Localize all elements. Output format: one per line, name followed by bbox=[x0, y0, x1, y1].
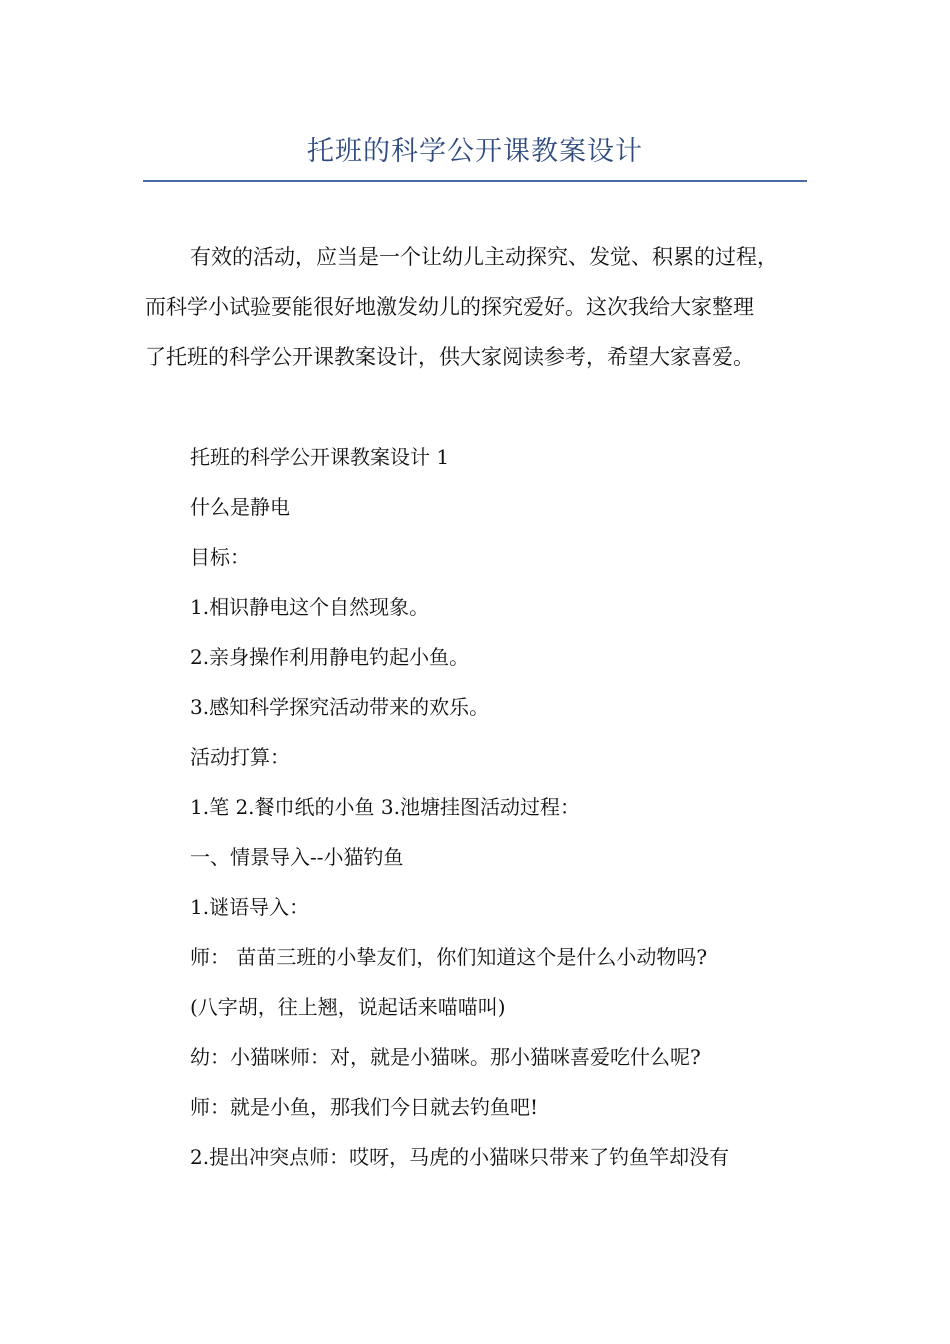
text-line: 一、情景导入--小猫钓鱼 bbox=[190, 845, 404, 869]
text-line: 1.谜语导入： bbox=[190, 895, 310, 919]
intro-line: 有效的活动，应当是一个让幼儿主动探究、发觉、积累的过程， bbox=[190, 245, 778, 269]
text-line: 1.笔 2.餐巾纸的小鱼 3.池塘挂图活动过程： bbox=[190, 795, 580, 819]
intro-line: 了托班的科学公开课教案设计，供大家阅读参考，希望大家喜爱。 bbox=[145, 345, 754, 369]
text-line: 幼：小猫咪师：对，就是小猫咪。那小猫咪喜爱吃什么呢? bbox=[190, 1045, 701, 1069]
text-line: (八字胡，往上翘，说起话来喵喵叫) bbox=[190, 995, 506, 1019]
text-line: 师：就是小鱼，那我们今日就去钓鱼吧! bbox=[190, 1095, 539, 1119]
text-line: 目标： bbox=[190, 545, 250, 569]
text-line: 1.相识静电这个自然现象。 bbox=[190, 595, 430, 619]
intro-line: 而科学小试验要能很好地激发幼儿的探究爱好。这次我给大家整理 bbox=[145, 295, 754, 319]
lesson-topic: 什么是静电 bbox=[190, 495, 290, 519]
text-line: 活动打算： bbox=[190, 745, 290, 769]
page-title: 托班的科学公开课教案设计 bbox=[307, 136, 643, 167]
title-divider bbox=[143, 180, 807, 182]
text-line: 2.亲身操作利用静电钓起小鱼。 bbox=[190, 645, 470, 669]
text-line: 3.感知科学探究活动带来的欢乐。 bbox=[190, 695, 490, 719]
section-heading: 托班的科学公开课教案设计 1 bbox=[190, 445, 450, 469]
text-line: 2.提出冲突点师：哎呀，马虎的小猫咪只带来了钓鱼竿却没有 bbox=[190, 1145, 730, 1169]
text-line: 师： 苗苗三班的小挚友们，你们知道这个是什么小动物吗? bbox=[190, 945, 708, 969]
